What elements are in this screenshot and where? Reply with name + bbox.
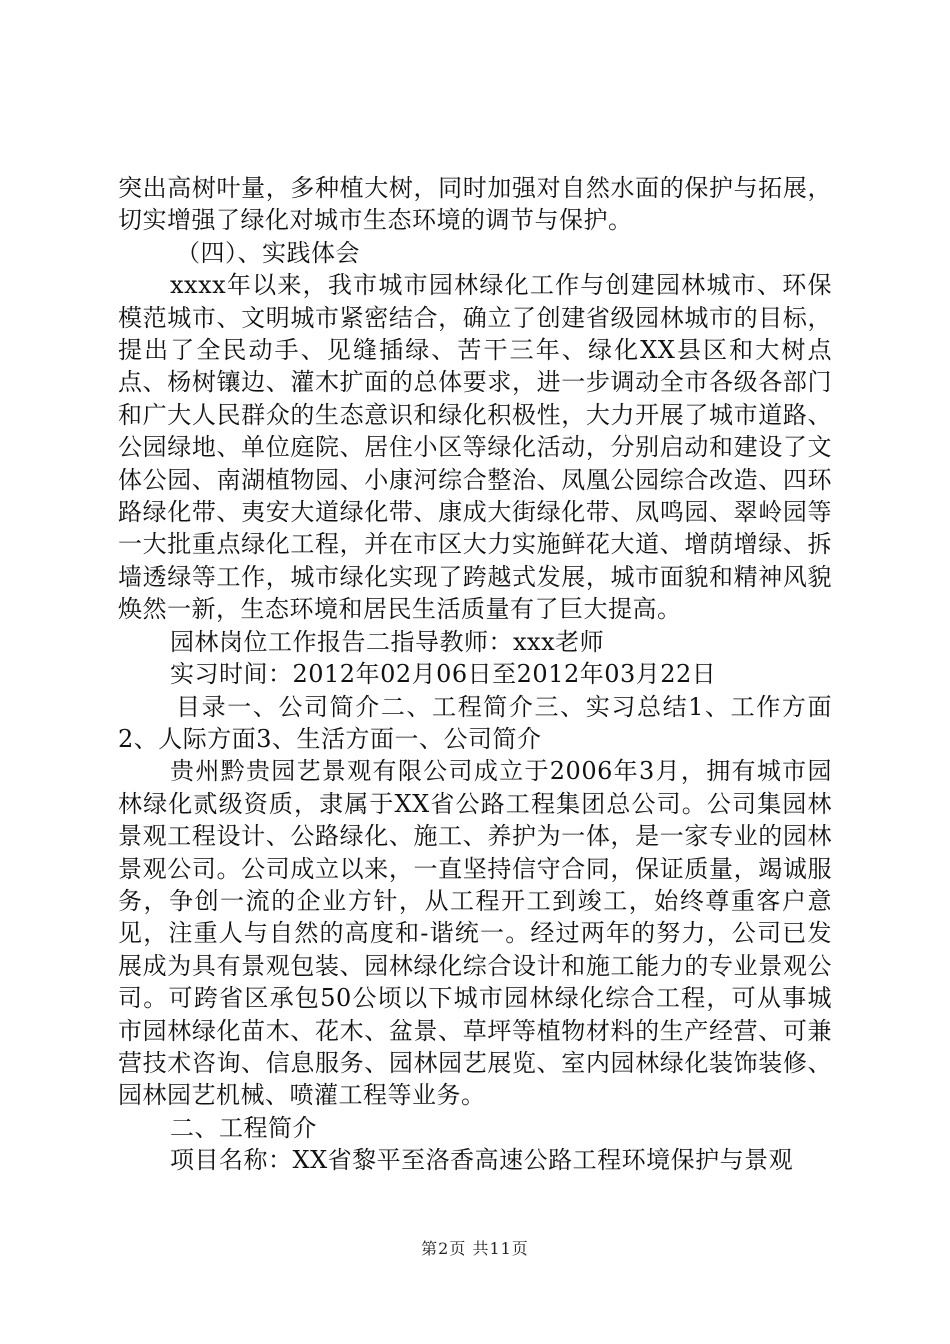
- page-footer: 第2页 共11页: [421, 1239, 529, 1258]
- document-body: [118, 172, 832, 1177]
- section-heading-practice: （四）、实践体会: [176, 238, 360, 267]
- paragraph-project-name: 项目名称：XX省黎平至洛香高速公路工程环境保护与景观: [170, 1146, 794, 1175]
- paragraph-company-intro: 贵州黔贵园艺景观有限公司成立于2006年3月，拥有城市园林绿化贰级资质，隶属于XX省公路工程集团总公司。公司集园林景观工程设计、公路绿化、施工、养护为一体，是一家专业的园林景观公司。公司成立以来，一直坚持信守合同，保证质量，竭诚服务，争创一流的企业方针，从工程开工到竣工，始终尊重客户意见，注重人与自然的高度和-谐统一。经过两年的努力，公司已发展成为具有景观包装、园林绿化综合设计和施工能力的专业景观公司。可跨省区承包50公顷以下城市园林绿化综合工程，可从事城市园林绿化苗木、花木、盆景、草坪等植物材料的生产经营、可兼营技术咨询、信息服务、园林园艺展览、室内园林绿化装饰装修、园林园艺机械、喷灌工程等业务。: [118, 757, 832, 1110]
- table-of-contents: 目录一、公司简介二、工程简介三、实习总结1、工作方面2、人际方面3、生活方面一、公司简介: [118, 692, 832, 753]
- paragraph-continuation: 突出高树叶量，多种植大树，同时加强对自然水面的保护与拓展，切实增强了绿化对城市生态环境的调节与保护。: [118, 174, 832, 235]
- internship-time-line: 实习时间：2012年02月06日至2012年03月22日: [170, 660, 717, 689]
- section-heading-project: 二、工程简介: [170, 1113, 317, 1142]
- paragraph-practice: xxxx年以来，我市城市园林绿化工作与创建园林城市、环保模范城市、文明城市紧密结合，确立了创建省级园林城市的目标，提出了全民动手、见缝插绿、苦干三年、绿化XX县区和大树点点、杨树镶边、灌木扩面的总体要求，进一步调动全市各级各部门和广大人民群众的生态意识和绿化积极性，大力开展了城市道路、公园绿地、单位庭院、居住小区等绿化活动，分别启动和建设了文体公园、南湖植物园、小康河综合整治、凤凰公园综合改造、四环路绿化带、夷安大道绿化带、康成大街绿化带、凤鸣园、翠岭园等一大批重点绿化工程，并在市区大力实施鲜花大道、增荫增绿、拆墙透绿等工作，城市绿化实现了跨越式发展，城市面貌和精神风貌焕然一新，生态环境和居民生活质量有了巨大提高。: [118, 271, 832, 624]
- report-title-line: 园林岗位工作报告二指导教师：xxx老师: [170, 627, 605, 656]
